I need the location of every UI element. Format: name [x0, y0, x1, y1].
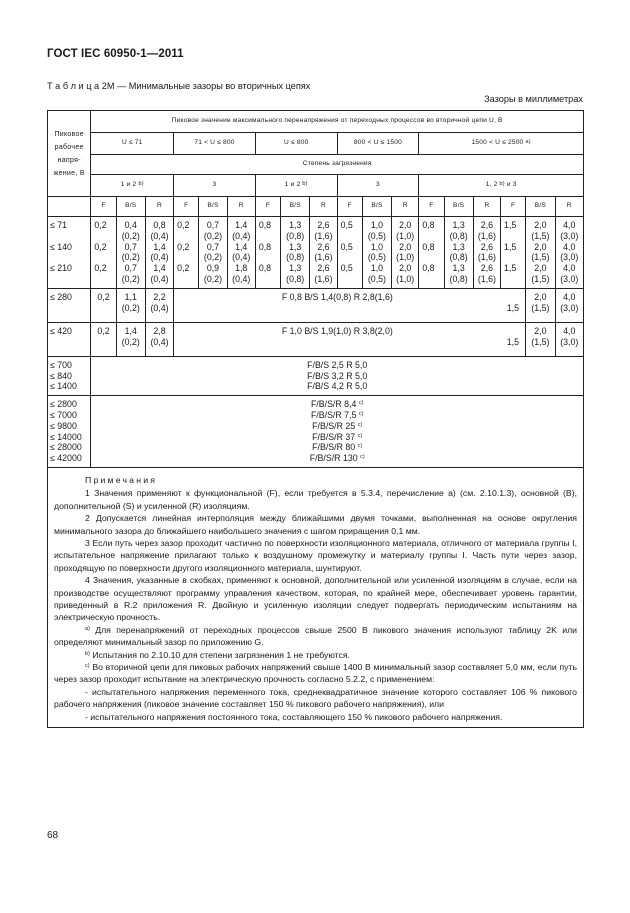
insulation-row: [48, 197, 584, 217]
value-sub-cell: (0,4): [232, 252, 251, 263]
pollution-row: [48, 175, 584, 197]
value-sub-cell: (1,6): [314, 252, 333, 263]
line-item: [91, 421, 583, 432]
value-cell: 1,3: [289, 263, 302, 274]
value-sub-cell: (0,2): [121, 252, 140, 263]
value-sub-cell: (3,0): [560, 252, 579, 263]
value-cell: 2,0: [534, 220, 547, 230]
value-column-17: [555, 217, 583, 289]
line-item: [91, 360, 583, 371]
footnote-c-mark: c): [358, 400, 364, 407]
note-1: 1 Значения применяют к функциональной (F), если требуется в 5.3.4, перечисление а) (см. 2.10.1.3), основной (B), дополнительной (S) и усиленной (R) изоляциям.: [54, 488, 577, 511]
value-cell: 1,3: [452, 220, 465, 230]
value-column-2: [145, 217, 173, 289]
note-d1: - испытательного напряжения переменного тока, среднеквадратичное значение которого составляет 106 % пикового рабочего напряжения (пиковое значение составляет 150 % пикового рабочего напряжения), или: [54, 686, 577, 710]
value-sub-cell: (0,5): [367, 273, 386, 284]
merged-280: F 0,8 B/S 1,4(0,8) R 2,8(1,6): [281, 291, 393, 302]
cell-c3: 4,0: [563, 291, 576, 302]
line-text: ≤ 9800: [50, 420, 77, 431]
footnote-b-mark: b): [138, 181, 144, 188]
value-sub-cell: (1,6): [477, 252, 496, 263]
range-4: 800 < U ≤ 1500: [353, 139, 402, 147]
value-cell: 2,0: [399, 220, 412, 230]
value-cell: 1,5: [504, 241, 517, 252]
value-sub-cell: (0,2): [121, 230, 140, 241]
value-sub-cell: [501, 231, 525, 242]
notes-row: [48, 467, 584, 727]
line-text: ≤ 7000: [50, 409, 77, 420]
value-cell: 0,8: [258, 241, 272, 252]
cell-f: 0,2: [97, 325, 110, 336]
line-text: F/B/S/R 80: [312, 442, 356, 453]
pollution-2: 3: [212, 181, 217, 189]
insulation-type-3-0: F: [337, 197, 362, 217]
cell-r: 2,2: [153, 291, 166, 302]
cell-r-sub: (0,4): [150, 336, 169, 347]
value-cell: 1,4: [153, 263, 166, 274]
value-cell: 4,0: [563, 220, 576, 230]
cell-bs: 1,1: [124, 291, 137, 302]
line-text: F/B/S 2,5 R 5,0: [307, 359, 368, 370]
value-cell: 1,5: [504, 220, 517, 230]
value-sub-cell: (0,4): [150, 252, 169, 263]
value-sub-cell: (0,2): [203, 252, 223, 263]
insulation-type-1-1: B/S: [199, 197, 227, 217]
value-column-5: [227, 217, 255, 289]
pollution-1: 1 и 2: [120, 181, 137, 189]
notes-title: Примечания: [85, 474, 158, 485]
value-cell: 1,0: [370, 263, 384, 274]
spacer: [50, 274, 90, 285]
cell-c1: 1,5: [506, 336, 520, 347]
insulation-type-2-2: R: [310, 197, 337, 217]
value-sub-cell: (0,8): [449, 252, 468, 263]
line-item: [50, 360, 90, 371]
value-cell: 2,6: [480, 241, 494, 252]
merged-420: F 1,0 B/S 1,9(1,0) R 3,8(2,0): [281, 325, 393, 336]
clearance-table: [47, 110, 584, 728]
insulation-type-5-2: R: [555, 197, 583, 217]
line-item: [91, 399, 583, 410]
line-item: [50, 381, 90, 392]
value-cell: 1,4: [235, 220, 248, 230]
value-cell: 0,7: [124, 263, 137, 274]
group-42000-row: [48, 396, 584, 468]
note-c-mark: c): [85, 663, 90, 670]
voltage-420: ≤ 420: [50, 325, 72, 336]
voltage-label: ≤ 71: [50, 220, 68, 230]
document-header: ГОСТ IEC 60950-1—2011: [47, 48, 184, 60]
value-column-8: [310, 217, 337, 289]
line-text: ≤ 14000: [50, 431, 82, 442]
value-cell: 0,2: [177, 263, 190, 274]
spacer: [50, 231, 90, 242]
value-sub-cell: (3,0): [560, 273, 579, 284]
line-text: ≤ 42000: [50, 453, 82, 464]
row-280: [48, 288, 584, 322]
table-caption: Т а б л и ц а 2М — Минимальные зазоры во вторичных цепях: [47, 81, 311, 91]
cell-bs: 1,4: [124, 325, 137, 336]
value-cell: 4,0: [563, 263, 576, 274]
value-cell: 0,8: [422, 241, 435, 252]
line-item: [91, 453, 583, 464]
cell-c3: 4,0: [563, 325, 576, 336]
value-cell: 0,2: [94, 241, 107, 252]
value-sub-cell: (0,8): [286, 252, 305, 263]
range-2: 71 < U ≤ 800: [194, 139, 235, 147]
value-sub-cell: [338, 252, 362, 263]
value-cell: 2,6: [480, 263, 494, 274]
cell-c2-sub: (1,5): [531, 336, 550, 347]
insulation-type-2-0: F: [255, 197, 280, 217]
value-cell: 0,5: [340, 263, 353, 274]
value-cell: 0,7: [206, 220, 220, 230]
line-item: [50, 371, 90, 382]
footnote-b-mark: b): [499, 181, 505, 188]
cell-c2: 2,0: [534, 325, 547, 336]
peak-voltage-header: Пиковое рабочее напря-жение, В: [48, 111, 91, 197]
note-a-mark: a): [85, 625, 90, 632]
value-sub-cell: (1,6): [314, 273, 333, 284]
pollution-4: 3: [376, 181, 380, 189]
line-item: [91, 442, 583, 453]
value-cell: 4,0: [563, 241, 576, 252]
value-cell: 0,8: [258, 263, 272, 274]
value-sub-cell: (3,0): [560, 230, 579, 241]
value-sub-cell: (0,4): [150, 230, 169, 241]
value-sub-cell: [338, 231, 362, 242]
cell-bs-sub: (0,2): [121, 302, 140, 313]
line-item: [50, 399, 90, 410]
value-cell: 0,2: [177, 220, 190, 230]
line-text: F/B/S/R 37: [312, 431, 356, 442]
value-sub-cell: [338, 274, 362, 285]
value-sub-cell: [174, 274, 198, 285]
note-3: 3 Если путь через зазор проходит частично по поверхности изоляционного материала, отличного от материала группы I, испытательное напряжение прилагают только к воздушному промежутку и материалу группы I. Часть пути через зазор, проходящую по поверхности другого изоляционного материала, шунтируют.: [54, 537, 577, 573]
footnote-c-mark: c): [357, 443, 363, 450]
value-sub-cell: [174, 231, 198, 242]
insulation-type-3-2: R: [392, 197, 419, 217]
value-cell: 0,2: [177, 241, 190, 252]
value-column-0: [91, 217, 116, 289]
value-cell: 1,5: [504, 263, 517, 274]
line-text: F/B/S 4,2 R 5,0: [307, 381, 368, 392]
insulation-type-4-2: R: [473, 197, 500, 217]
pollution-5: 1, 2: [485, 181, 498, 189]
note-a-text: Для перенапряжений от переходных процессов свыше 2500 В пикового значения используют таблицу 2K или определяют минимальный зазор по приложению G.: [54, 624, 577, 648]
value-sub-cell: (0,4): [150, 273, 169, 284]
pollution-5b: и 3: [506, 181, 517, 189]
value-sub-cell: (1,6): [314, 230, 333, 241]
value-sub-cell: (0,8): [449, 273, 468, 284]
pollution-header: Степень загрязнения: [91, 155, 584, 175]
value-cell: 0,2: [94, 263, 107, 274]
value-sub-cell: [256, 231, 280, 242]
cell-c2: 2,0: [534, 291, 547, 302]
cell-c2-sub: (1,5): [531, 302, 550, 313]
value-cell: 1,3: [289, 241, 302, 252]
note-b: [54, 649, 577, 661]
group-1400-row: [48, 356, 584, 395]
value-cell: 2,0: [534, 241, 547, 252]
cell-r: 2,8: [153, 325, 166, 336]
value-column-6: [255, 217, 280, 289]
value-cell: 2,6: [480, 220, 494, 230]
value-sub-cell: [256, 274, 280, 285]
value-sub-cell: (0,8): [449, 230, 468, 241]
main-data-row: [48, 217, 584, 289]
insulation-type-5-0: F: [501, 197, 526, 217]
line-item: [50, 432, 90, 443]
line-text: F/B/S/R 130: [309, 453, 358, 464]
value-cell: 2,0: [534, 263, 547, 274]
voltage-280: ≤ 280: [50, 291, 72, 302]
value-cell: 1,4: [153, 241, 166, 252]
value-sub-cell: [91, 231, 115, 242]
value-sub-cell: [419, 252, 443, 263]
footnote-b-mark: b): [302, 181, 308, 188]
line-text: F/B/S/R 8,4: [310, 399, 357, 410]
value-sub-cell: [419, 274, 443, 285]
line-text: ≤ 1400: [50, 381, 77, 392]
value-cell: 0,8: [422, 263, 435, 274]
value-sub-cell: (1,0): [396, 252, 415, 263]
line-item: [50, 421, 90, 432]
value-cell: 1,8: [235, 263, 248, 274]
line-item: [91, 381, 583, 392]
value-cell: 2,6: [317, 263, 330, 274]
value-cell: 1,0: [370, 220, 384, 230]
value-cell: 0,5: [340, 241, 353, 252]
value-column-3: [174, 217, 199, 289]
value-column-14: [473, 217, 500, 289]
insulation-type-1-0: F: [174, 197, 199, 217]
value-sub-cell: (1,6): [477, 230, 496, 241]
footnote-c-mark: c): [360, 454, 365, 461]
value-column-7: [281, 217, 310, 289]
note-b-mark: b): [85, 650, 90, 657]
line-item: [50, 410, 90, 421]
insulation-type-0-1: B/S: [116, 197, 145, 217]
line-item: [91, 410, 583, 421]
notes: [48, 467, 584, 727]
value-sub-cell: (0,2): [203, 273, 223, 284]
units-label: Зазоры в миллиметрах: [484, 94, 583, 104]
line-text: F/B/S/R 25: [312, 420, 356, 431]
value-cell: 1,4: [235, 241, 248, 252]
value-sub-cell: [174, 252, 198, 263]
insulation-type-4-0: F: [419, 197, 444, 217]
value-column-9: [337, 217, 362, 289]
value-column-1: [116, 217, 145, 289]
insulation-type-5-1: B/S: [526, 197, 555, 217]
footnote-c-mark: c): [358, 410, 364, 417]
value-sub-cell: (0,2): [203, 230, 223, 241]
value-sub-cell: (1,0): [396, 230, 415, 241]
footnote-c-mark: c): [357, 421, 363, 428]
value-cell: 2,6: [317, 220, 330, 230]
cell-bs-sub: (0,2): [121, 336, 140, 347]
insulation-type-4-1: B/S: [444, 197, 473, 217]
cell-c1: 1,5: [506, 302, 520, 313]
value-cell: 1,0: [370, 241, 384, 252]
range-1: U ≤ 71: [121, 139, 143, 147]
overvoltage-header: Пиковое значение максимального перенапряжения от переходных процессов во вторичной цепи U, В: [91, 111, 584, 133]
line-text: ≤ 28000: [50, 442, 82, 453]
value-sub-cell: (0,8): [286, 230, 305, 241]
cell-f: 0,2: [97, 291, 110, 302]
value-column-11: [392, 217, 419, 289]
value-cell: 0,2: [94, 220, 107, 230]
insulation-type-2-1: B/S: [281, 197, 310, 217]
value-sub-cell: (1,5): [531, 273, 550, 284]
value-cell: 1,3: [452, 263, 465, 274]
cell-r-sub: (0,4): [150, 302, 169, 313]
footnote-c-mark: c): [357, 432, 363, 439]
value-sub-cell: [91, 274, 115, 285]
value-cell: 1,3: [289, 220, 302, 230]
pollution-3: 1 и 2: [284, 181, 301, 189]
value-cell: 0,9: [206, 263, 220, 274]
value-sub-cell: [419, 231, 443, 242]
note-4: 4 Значения, указанные в скобках, применяют к основной, дополнительной или усиленной изоляциям в случае, если на производстве осуществляют программу управления качеством, которая, по крайней мере, обеспечивает уровень гарантии, приведенный в R.2 приложения R. Двойную и усиленную изоляции следует подвергать периодическим испытаниям на электрическую прочность.: [54, 575, 577, 623]
value-sub-cell: [91, 252, 115, 263]
line-item: [50, 453, 90, 464]
insulation-type-0-2: R: [145, 197, 173, 217]
value-sub-cell: [256, 252, 280, 263]
value-cell: 2,0: [399, 241, 412, 252]
line-text: ≤ 840: [50, 370, 72, 381]
value-sub-cell: [501, 274, 525, 285]
voltage-label: ≤ 210: [50, 263, 72, 274]
value-column-4: [199, 217, 227, 289]
value-cell: 0,4: [124, 220, 137, 230]
value-column-16: [526, 217, 555, 289]
range-3: U ≤ 800: [283, 139, 309, 147]
value-sub-cell: (0,2): [121, 273, 140, 284]
line-text: ≤ 2800: [50, 399, 77, 410]
value-cell: 0,8: [258, 220, 272, 230]
range-5: 1500 < U ≤ 2500: [471, 139, 524, 147]
note-2: 2 Допускается линейная интерполяция между ближайшими двумя точками, выполненная на основе округления минимального зазора до ближайшего наибольшего значения с шагом приращения 0,1 мм.: [54, 513, 577, 536]
line-item: [91, 432, 583, 443]
line-text: F/B/S 3,2 R 5,0: [307, 370, 368, 381]
value-cell: 0,7: [206, 241, 220, 252]
value-cell: 0,8: [422, 220, 435, 230]
value-sub-cell: (0,5): [367, 252, 386, 263]
note-a: [54, 624, 577, 649]
value-sub-cell: (0,5): [367, 230, 386, 241]
value-sub-cell: (1,0): [396, 273, 415, 284]
value-cell: 2,0: [399, 263, 412, 274]
voltage-label: ≤ 140: [50, 241, 72, 252]
note-d2: - испытательного напряжения постоянного тока, составляющего 150 % пикового рабочего напряжения.: [85, 711, 503, 722]
line-item: [50, 442, 90, 453]
value-sub-cell: (0,4): [232, 273, 251, 284]
value-cell: 0,5: [340, 220, 353, 230]
note-c: [54, 661, 577, 686]
cell-c3-sub: (3,0): [560, 302, 579, 313]
value-sub-cell: (1,5): [531, 230, 550, 241]
footnote-a-mark: a): [525, 139, 531, 146]
value-sub-cell: (0,4): [232, 230, 251, 241]
value-cell: 2,6: [317, 241, 330, 252]
value-cell: 0,8: [153, 220, 166, 230]
value-column-13: [444, 217, 473, 289]
note-b-text: Испытания по 2.10.10 для степени загрязнения 1 не требуются.: [92, 649, 351, 660]
line-item: [91, 371, 583, 382]
range-row: [48, 133, 584, 155]
line-text: F/B/S/R 7,5: [310, 409, 357, 420]
insulation-type-3-1: B/S: [362, 197, 391, 217]
note-c-text: Во вторичной цепи для пиковых рабочих напряжений свыше 1400 В минимальный зазор составляет 5,0 мм, если путь через зазор проходит испытание на электрическую прочность согласно 5.2.2, с применением:: [54, 662, 577, 685]
value-column-12: [419, 217, 444, 289]
value-sub-cell: (1,6): [477, 273, 496, 284]
line-text: ≤ 700: [50, 359, 72, 370]
row-420: [48, 322, 584, 356]
value-sub-cell: [501, 252, 525, 263]
value-column-10: [362, 217, 391, 289]
cell-c3-sub: (3,0): [560, 336, 579, 347]
value-cell: 1,3: [452, 241, 465, 252]
value-cell: 0,7: [124, 241, 137, 252]
value-sub-cell: (1,5): [531, 252, 550, 263]
insulation-type-0-0: F: [91, 197, 116, 217]
spacer: [50, 252, 90, 263]
value-column-15: [501, 217, 526, 289]
insulation-type-1-2: R: [227, 197, 255, 217]
page-number: 68: [47, 830, 59, 841]
value-sub-cell: (0,8): [286, 273, 305, 284]
